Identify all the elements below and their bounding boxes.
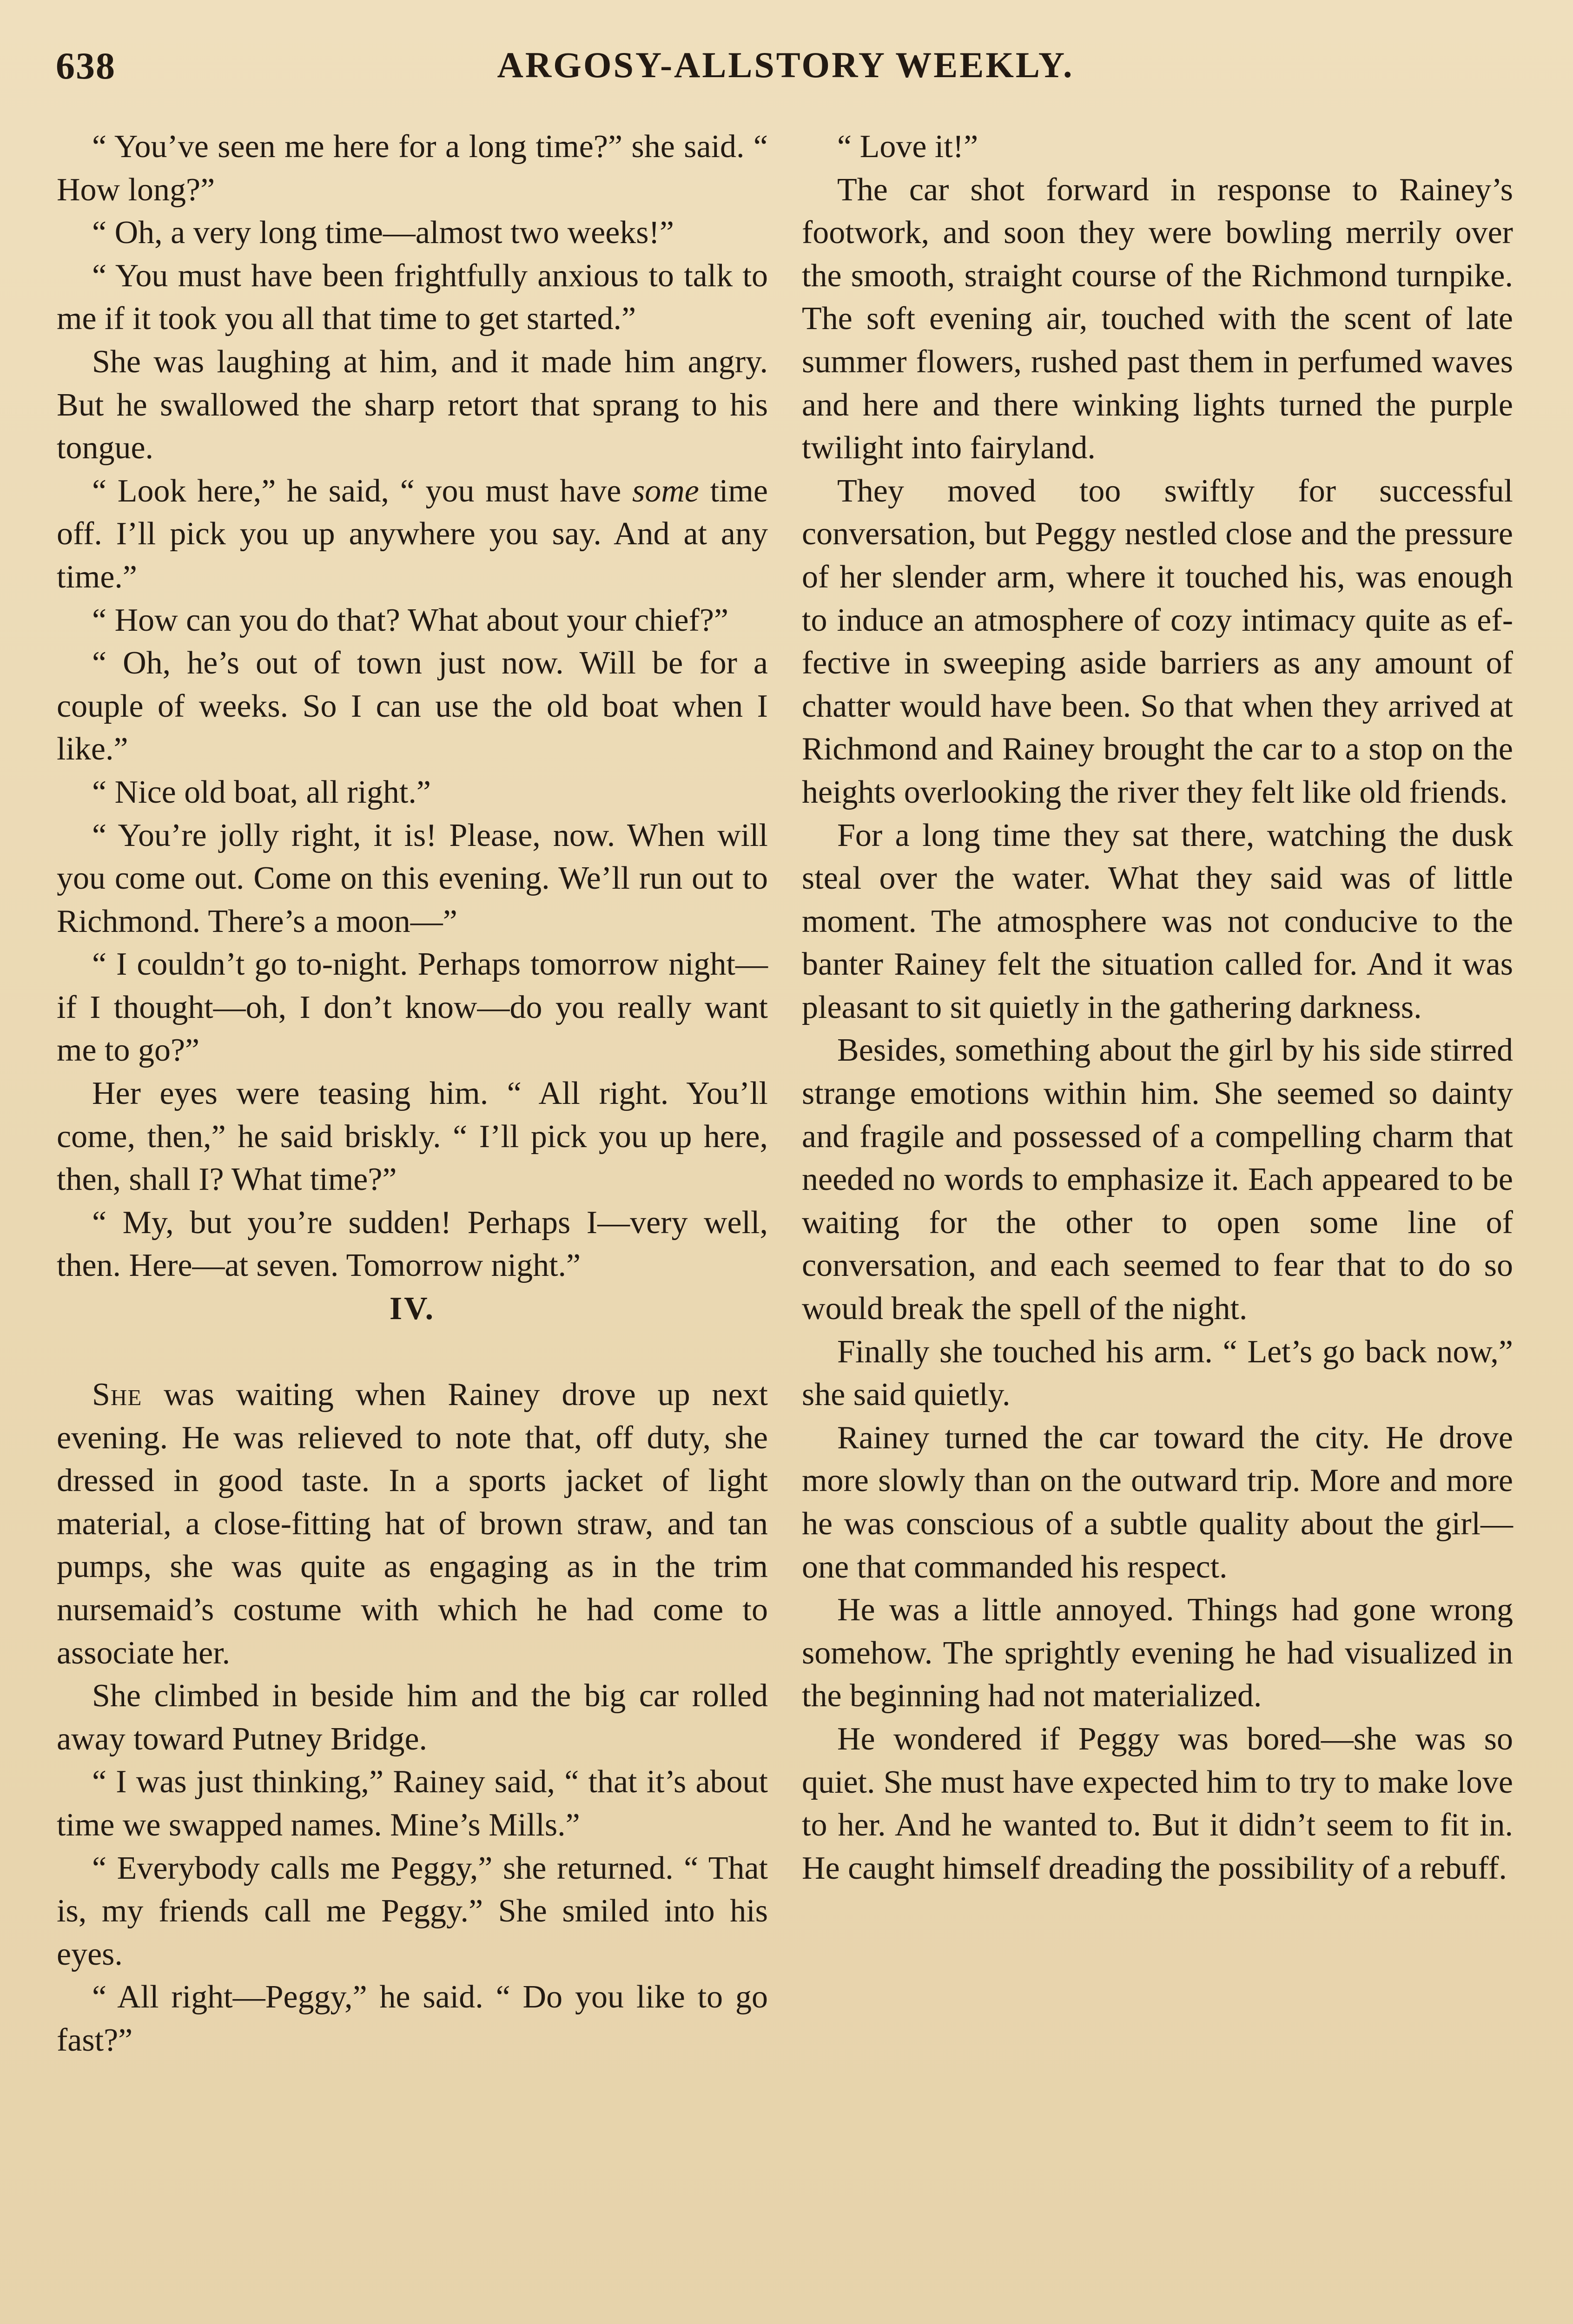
text-run: time off. I’ll pick you up anywhere you say. And at any time.”	[57, 473, 768, 595]
paragraph: She climbed in beside him and the big car rolled away toward Putney Bridge.	[57, 1678, 768, 1757]
paragraph: Her eyes were teasing him. “ All right. You’ll come, then,” he said briskly. “ I’ll pick you up here, then, shall I? What time?”	[57, 1076, 768, 1198]
section-opening-paragraph	[57, 1373, 768, 1675]
page-header	[56, 44, 1515, 109]
paragraph: She was laughing at him, and it made him angry. But he swallowed the sharp retort that sprang to his tongue.	[57, 343, 768, 466]
paragraph: “ Oh, a very long time—almost two weeks!”	[92, 215, 674, 251]
paragraph	[57, 470, 768, 599]
paragraph: “ Oh, he’s out of town just now. Will be for a couple of weeks. So I can use the old boat when I like.”	[57, 645, 768, 767]
left-column	[57, 125, 768, 2062]
paragraph: “ You’re jolly right, it is! Please, now. When will you come out. Come on this evening. We’ll run out to Richmond. There’s a moon—”	[57, 817, 768, 939]
running-head: ARGOSY-ALLSTORY WEEKLY.	[497, 45, 1074, 85]
paragraph: “ I was just thinking,” Rainey said, “ that it’s about time we swapped names. Mine’s Mills.”	[57, 1764, 768, 1843]
text-run: “ Look here,” he said, “ you must have	[92, 473, 632, 509]
paragraph: Besides, something about the girl by his side stirred strange emotions within him. She seemed so dainty and fragile and possessed of a compelling charm that needed no words to emphasize it. Each appeared to be waiting for the other to open some line of conversation, and each seemed to fear that to do so would break the spell of the night.	[802, 1032, 1513, 1327]
paragraph: Rainey turned the car toward the city. He drove more slowly than on the outward trip. More and more he was conscious of a subtle quality about the girl—one that commanded his respect.	[802, 1419, 1513, 1585]
paragraph: “ My, but you’re sudden! Perhaps I—very well, then. Here—at seven. Tomorrow night.”	[57, 1204, 768, 1284]
paragraph: “ You must have been frightfully anxious to talk to me if it took you all that time to get started.”	[57, 257, 768, 337]
paragraph: Finally she touched his arm. “ Let’s go back now,” she said quietly.	[802, 1334, 1513, 1413]
paragraph: “ You’ve seen me here for a long time?” she said. “ How long?”	[57, 129, 768, 208]
paragraph: “ How can you do that? What about your chief?”	[92, 602, 729, 638]
section-heading: IV.	[389, 1291, 436, 1327]
paragraph: He was a little annoyed. Things had gone wrong somehow. The sprightly evening he had visualized in the beginning had not materialized.	[802, 1592, 1513, 1714]
paragraph: “ Everybody calls me Peggy,” she returned. “ That is, my friends call me Peggy.” She smiled into his eyes.	[57, 1850, 768, 1972]
paragraph: They moved too swiftly for successful conversation, but Peggy nestled close and the pressure of her slender arm, where it touched his, was enough to induce an atmosphere of cozy intimacy quite as effective in sweeping aside barriers as any amount of chatter would have been. So that when they arrived at Richmond and Rainey brought the car to a stop on the heights overlooking the river they felt like old friends.	[802, 473, 1513, 810]
paragraph: “ Love it!”	[837, 129, 978, 165]
emphasized-word: some	[632, 473, 699, 509]
right-column	[802, 125, 1513, 1890]
paragraph: “ All right—Peggy,” he said. “ Do you like to go fast?”	[57, 1979, 768, 2058]
smallcaps-opening-word: She	[92, 1377, 142, 1413]
paragraph: “ Nice old boat, all right.”	[92, 774, 431, 810]
page-number: 638	[56, 45, 116, 87]
paragraph: For a long time they sat there, watching the dusk steal over the water. What they said was of little moment. The atmosphere was not conducive to the banter Rainey felt the situation called for. And it was pleasant to sit quietly in the gathering darkness.	[802, 817, 1513, 1025]
text-run: was waiting when Rainey drove up next evening. He was relieved to note that, off duty, she dressed in good taste. In a sports jacket of light material, a close-fitting hat of brown straw, and tan pumps, she was quite as engaging as in the trim nursemaid’s costume with which he had come to associate her.	[57, 1377, 768, 1671]
paragraph: The car shot forward in response to Rainey’s footwork, and soon they were bowling merrily over the smooth, straight course of the Richmond turnpike. The soft evening air, touched with the scent of late summer flowers, rushed past them in perfumed waves and here and there winking lights turned the purple twilight into fairyland.	[802, 172, 1513, 466]
paragraph: He wondered if Peggy was bored—she was so quiet. She must have expected him to try to make love to her. And he wanted to. But it didn’t seem to fit in. He caught himself dreading the possibility of a rebuff.	[802, 1721, 1513, 1886]
paragraph: “ I couldn’t go to-night. Perhaps tomorrow night—if I thought—oh, I don’t know—do you really want me to go?”	[57, 946, 768, 1069]
